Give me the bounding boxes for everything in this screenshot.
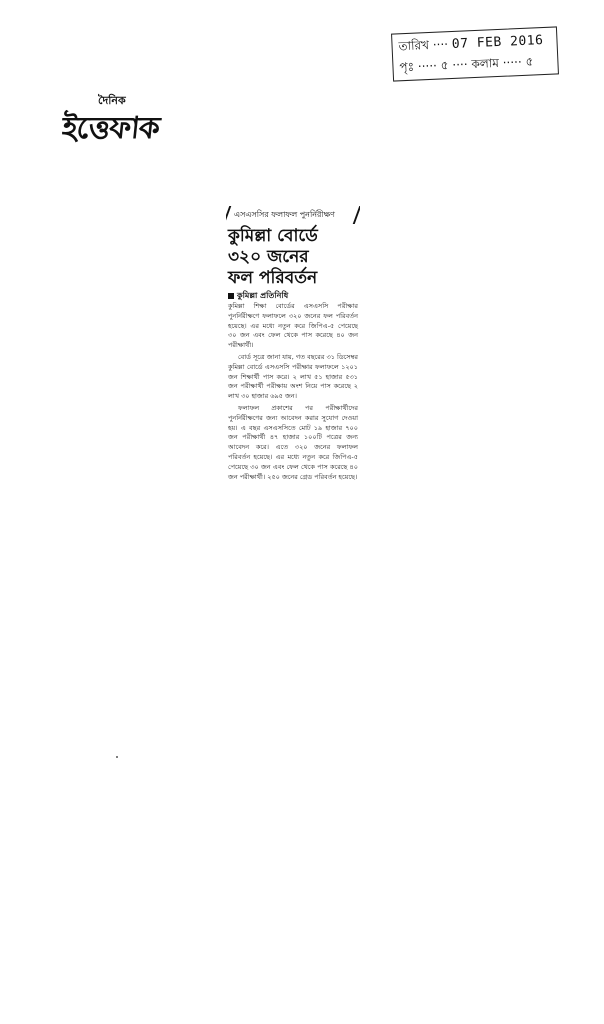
- stamp-page-label: পৃঃ: [399, 59, 415, 75]
- article-kicker-text: এসএসসির ফলাফল পুনর্নিরীক্ষণ: [234, 210, 336, 219]
- byline-square-icon: [228, 293, 234, 299]
- stamp-page-row: পৃঃ ····· ৫ ···· কলাম ····· ৫: [399, 54, 534, 75]
- newspaper-masthead: [62, 92, 182, 148]
- article-paragraph: কুমিল্লা শিক্ষা বোর্ডের এসএসসি পরীক্ষার পুনর্নিরীক্ষণে ফলাফলে ৩২০ জনের ফল পরিবর্তন হয়েছে। এর মধ্যে নতুন করে জিপিএ-৫ পেয়েছে ৩০ জন এবং ফেল থেকে পাস করেছে ৪০ জন পরীক্ষার্থী।: [228, 302, 358, 350]
- masthead-name: ইত্তেফাক: [60, 111, 161, 146]
- news-clipping: [222, 204, 362, 568]
- stamp-date-label: তারিখ: [398, 38, 430, 54]
- article-paragraph: বোর্ড সূত্রে জানা যায়, গত বছরের ৩১ ডিসেম্বর কুমিল্লা বোর্ডে এসএসসি পরীক্ষার ফলাফলে ১২০১ জন শিক্ষার্থী পাস করে। ২ লাখ ৫১ হাজার ৫৩১ জন পরীক্ষার্থী পরীক্ষায় অংশ নিয়ে পাস করেছে ২ লাখ ৩০ হাজার ৬৯৫ জন।: [228, 352, 358, 401]
- stamp-column-label: কলাম: [471, 55, 500, 72]
- article-kicker: [226, 206, 360, 224]
- stamp-page-value: ৫: [440, 58, 449, 73]
- masthead-prefix: দৈনিক: [98, 94, 126, 107]
- date-stamp: [391, 26, 559, 81]
- article-paragraph: ফলাফল প্রকাশের পর পরীক্ষার্থীদের পুনর্নিরীক্ষণের জন্য আবেদন করার সুযোগ দেওয়া হয়। এ বছর এসএসসিতে মোট ১৯ হাজার ৭০০ জন পরীক্ষার্থী ৪৭ হাজার ১০০টি পত্রের জন্য আবেদন করে। এতে ৩২০ জনের ফলাফল পরিবর্তন হয়েছে। এর মধ্যে নতুন করে জিপিএ-৫ পেয়েছে ৩০ জন এবং ফেল থেকে পাস করেছে ৪০ জন পরীক্ষার্থী। ২৫০ জনের গ্রেড পরিবর্তন হয়েছে।: [228, 403, 358, 481]
- headline-line: কুমিল্লা বোর্ডে: [228, 226, 318, 246]
- stamp-column-value: ৫: [525, 54, 534, 69]
- stamp-date-row: তারিখ ···· 07 FEB 2016: [398, 33, 544, 54]
- speck-mark: [116, 756, 118, 758]
- byline-text: কুমিল্লা প্রতিনিধি: [237, 291, 289, 300]
- headline-line: ফল পরিবর্তন: [228, 268, 318, 288]
- stamp-date-value: 07 FEB 2016: [451, 33, 544, 52]
- article-body: [228, 302, 358, 484]
- headline-line: ৩২০ জনের: [228, 247, 309, 267]
- article-headline: [228, 226, 362, 289]
